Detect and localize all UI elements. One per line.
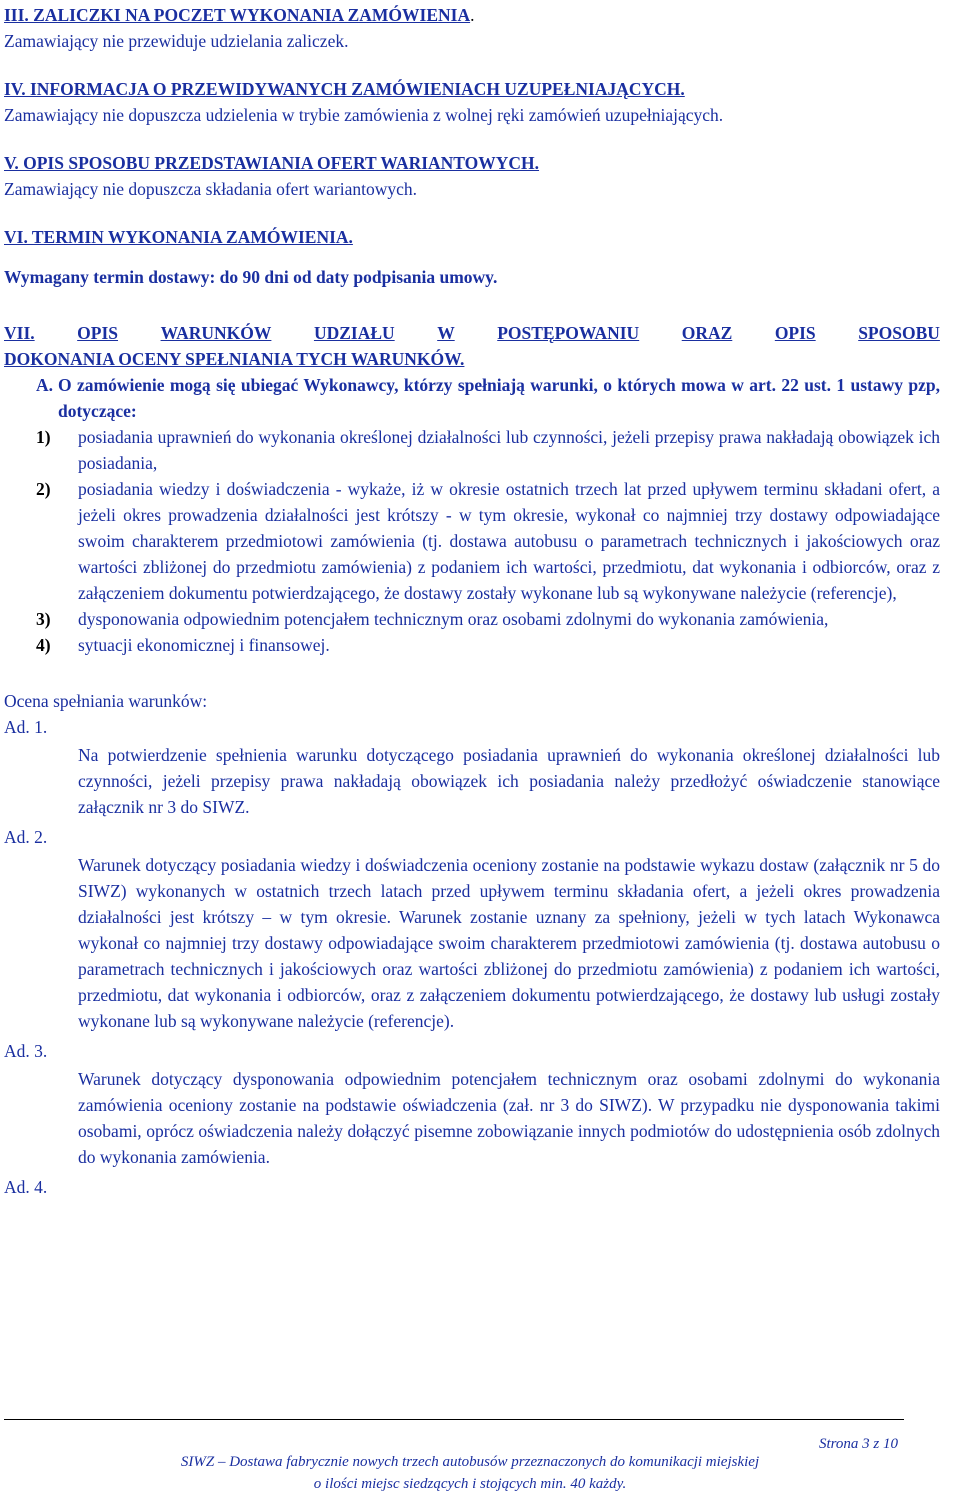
ad-1-text: Na potwierdzenie spełnienia warunku dotyczącego posiadania uprawnień do wykonania określonej działalności lub czynności, jeżeli przepisy prawa nakładają obowiązek ich posiadania należy przedłożyć oświadczenie stanowiące załącznik nr 3 do SIWZ.: [78, 745, 940, 817]
ad-2-label: Ad. 2.: [4, 827, 48, 847]
footer-line-1: SIWZ – Dostawa fabrycznie nowych trzech autobusów przeznaczonych do komunikacji miejskiej: [180, 1454, 760, 1470]
heading-word: UDZIAŁU: [313, 323, 395, 343]
footer-divider: [4, 1419, 904, 1420]
ocena-section: [4, 688, 940, 1200]
ad-1-label: Ad. 1.: [4, 717, 48, 737]
section-4: [4, 76, 940, 128]
heading-word: W: [437, 323, 455, 343]
section-5-heading: V. OPIS SPOSOBU PRZEDSTAWIANIA OFERT WARIANTOWYCH.: [4, 153, 540, 173]
ad-3-label: Ad. 3.: [4, 1041, 48, 1061]
heading-word: POSTĘPOWANIU: [497, 323, 640, 343]
list-item-text: dysponowania odpowiednim potencjałem technicznym oraz osobami zdolnymi do wykonania zamówienia,: [78, 609, 829, 629]
heading-word: OPIS: [77, 323, 119, 343]
list-item-number: 4): [36, 635, 51, 655]
section-4-heading: IV. INFORMACJA O PRZEWIDYWANYCH ZAMÓWIENIACH UZUPEŁNIAJĄCYCH.: [4, 79, 685, 99]
list-item: [4, 424, 940, 476]
list-item-number: 2): [36, 479, 51, 499]
footer-page-number: Strona 3 z 10: [818, 1436, 898, 1452]
section-7-a: [4, 372, 940, 424]
footer-line-2: o ilości miejsc siedzących i stojących min. 40 każdy.: [313, 1476, 627, 1492]
section-7: [4, 320, 940, 658]
list-item-number: 3): [36, 609, 51, 629]
list-item-number: 1): [36, 427, 51, 447]
section-5: [4, 150, 940, 202]
list-item-text: posiadania uprawnień do wykonania określonej działalności lub czynności, jeżeli przepisy prawa nakładają obowiązek ich posiadania,: [78, 427, 940, 473]
section-3-heading: [4, 2, 940, 28]
section-7-a-label: A.: [36, 375, 54, 395]
section-5-text: Zamawiający nie dopuszcza składania ofert wariantowych.: [4, 179, 418, 199]
section-3: [4, 2, 940, 54]
heading-word: WARUNKÓW: [160, 323, 272, 343]
section-6: [4, 224, 940, 290]
list-item-text: sytuacji ekonomicznej i finansowej.: [78, 635, 330, 655]
list-item: [4, 476, 940, 606]
section-3-text: Zamawiający nie przewiduje udzielania zaliczek.: [4, 31, 349, 51]
heading-word: OPIS: [774, 323, 816, 343]
document-page: [4, 2, 940, 1200]
section-4-text: Zamawiający nie dopuszcza udzielenia w trybie zamówienia z wolnej ręki zamówień uzupełniających.: [4, 105, 724, 125]
section-7-a-text: O zamówienie mogą się ubiegać Wykonawcy, którzy spełniają warunki, o których mowa w art. 22 ust. 1 ustawy pzp, dotyczące:: [58, 375, 940, 421]
list-item-text: posiadania wiedzy i doświadczenia - wykaże, iż w okresie ostatnich trzech lat przed upływem terminu składani ofert, a jeżeli okres prowadzenia działalności jest krótszy - w tym okresie, wykonał co najmniej trzy dostawy odpowiadające swoim charakterem przedmiotowi zamówienia (tj. dostawa autobusu o parametrach technicznych i jakościowych oraz wartości zbliżonej do przedmiotu zamówienia) z podaniem ich wartości, przedmiotu, dat wykonania i odbiorców, oraz z załączeniem dokumentu potwierdzającego, że dostawy zostały wykonane lub są wykonywane należycie (referencje),: [78, 479, 940, 603]
ad-3-text: Warunek dotyczący dysponowania odpowiednim potencjałem technicznym oraz osobami zdolnymi do wykonania zamówienia oceniony zostanie na podstawie oświadczenia (zał. nr 3 do SIWZ). W przypadku nie dysponowania takimi osobami, oprócz oświadczenia należy dołączyć pisemne zobowiązanie innych podmiotów do udostępnienia osób zdolnych do wykonania zamówienia.: [78, 1069, 940, 1167]
heading-word: VII.: [4, 323, 35, 343]
section-6-heading: VI. TERMIN WYKONANIA ZAMÓWIENIA.: [4, 227, 353, 247]
section-6-text: Wymagany termin dostawy: do 90 dni od daty podpisania umowy.: [4, 267, 498, 287]
heading-word: ORAZ: [681, 323, 733, 343]
section-3-heading-dot: .: [470, 5, 475, 25]
list-item: [4, 606, 940, 632]
heading-word: SPOSOBU: [858, 323, 940, 343]
section-7-heading-line1: [4, 320, 940, 346]
ocena-title: Ocena spełniania warunków:: [4, 691, 208, 711]
ad-4-label: Ad. 4.: [4, 1177, 48, 1197]
ad-2-text: Warunek dotyczący posiadania wiedzy i doświadczenia oceniony zostanie na podstawie wykazu dostaw (załącznik nr 5 do SIWZ) wykonanych w ostatnich trzech latach przed upływem terminu składania ofert, a jeżeli okres prowadzenia działalności jest krótszy – w tym okresie. Warunek zostanie uznany za spełniony, jeżeli w tych latach Wykonawca wykonał co najmniej trzy dostawy odpowiadające swoim charakterem przedmiotowi zamówienia (tj. dostawa autobusu o parametrach technicznych i jakościowych oraz wartości zbliżonej do przedmiotu zamówienia) z podaniem ich wartości, przedmiotu, dat wykonania i odbiorców, oraz z załączeniem dokumentu potwierdzającego, że dostawy lub usługi zostały wykonane lub są wykonywane należycie (referencje).: [78, 855, 940, 1031]
list-item: [4, 632, 940, 658]
footer-text: [0, 1451, 940, 1495]
section-7-heading-line2: DOKONANIA OCENY SPEŁNIANIA TYCH WARUNKÓW.: [4, 349, 465, 369]
section-3-heading-text: III. ZALICZKI NA POCZET WYKONANIA ZAMÓWIENIA: [4, 5, 471, 25]
